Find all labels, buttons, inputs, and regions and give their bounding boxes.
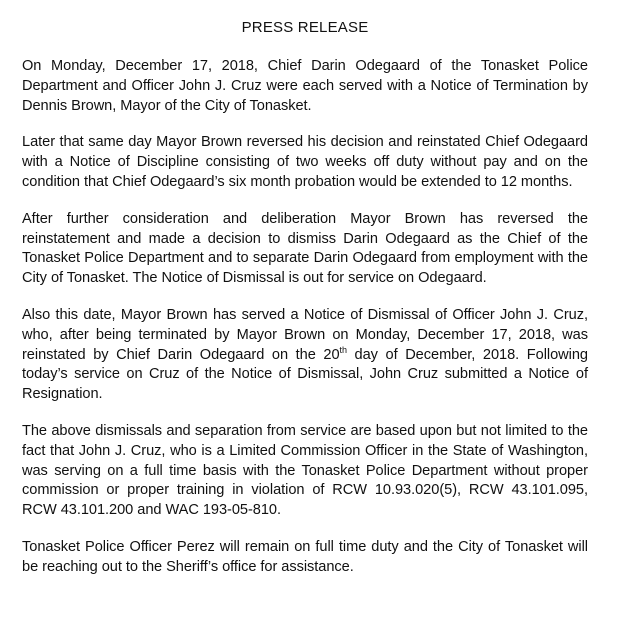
paragraph-officer-perez: Tonasket Police Officer Perez will remain on full time duty and the City of Tonasket will be reaching out to the Sheriff’s office for assistance. (22, 538, 588, 575)
paragraph-dismissal-officer-end: day of December, 2018. Following today’s service on Cruz of the Notice of Dismissal, John Cruz submitted a Notice of Resignation. (22, 346, 588, 403)
document-title: PRESS RELEASE (241, 19, 369, 36)
paragraph-reinstatement: Later that same day Mayor Brown reversed his decision and reinstated Chief Odegaard with a Notice of Discipline consisting of two weeks off duty without pay and on the condition that Chief Odegaard’s six month probation would be extended to 12 months. (22, 134, 588, 190)
press-release-page (22, 18, 588, 595)
paragraph-legal-basis: The above dismissals and separation from service are based upon but not limited to the fact that John J. Cruz, who is a Limited Commission Officer in the State of Washington, was serving on a full time basis with the Tonasket Police Department without proper commission or proper training in violation of RCW 10.93.020(5), RCW 43.101.095, RCW 43.101.200 and WAC 193-05-810. (22, 422, 588, 519)
paragraph-termination: On Monday, December 17, 2018, Chief Darin Odegaard of the Tonasket Police Department and Officer John J. Cruz were each served with a Notice of Termination by Dennis Brown, Mayor of the City of Tonasket. (22, 58, 588, 114)
paragraph-dismissal-chief: After further consideration and deliberation Mayor Brown has reversed the reinstatement and made a decision to dismiss Darin Odegaard as the Chief of the Tonasket Police Department and to separate Darin Odegaard from employment with the City of Tonasket. The Notice of Dismissal is out for service on Odegaard. (22, 210, 588, 287)
ordinal-suffix: th (339, 344, 347, 355)
paragraph-dismissal-officer (22, 306, 588, 405)
paragraph-dismissal-officer-start: Also this date, Mayor Brown has served a Notice of Dismissal of Officer John J. Cruz, who, after being terminated by Mayor Brown on Monday, December 17, 2018, was reinstated by Chief Darin Odegaard on the 20 (22, 306, 588, 363)
